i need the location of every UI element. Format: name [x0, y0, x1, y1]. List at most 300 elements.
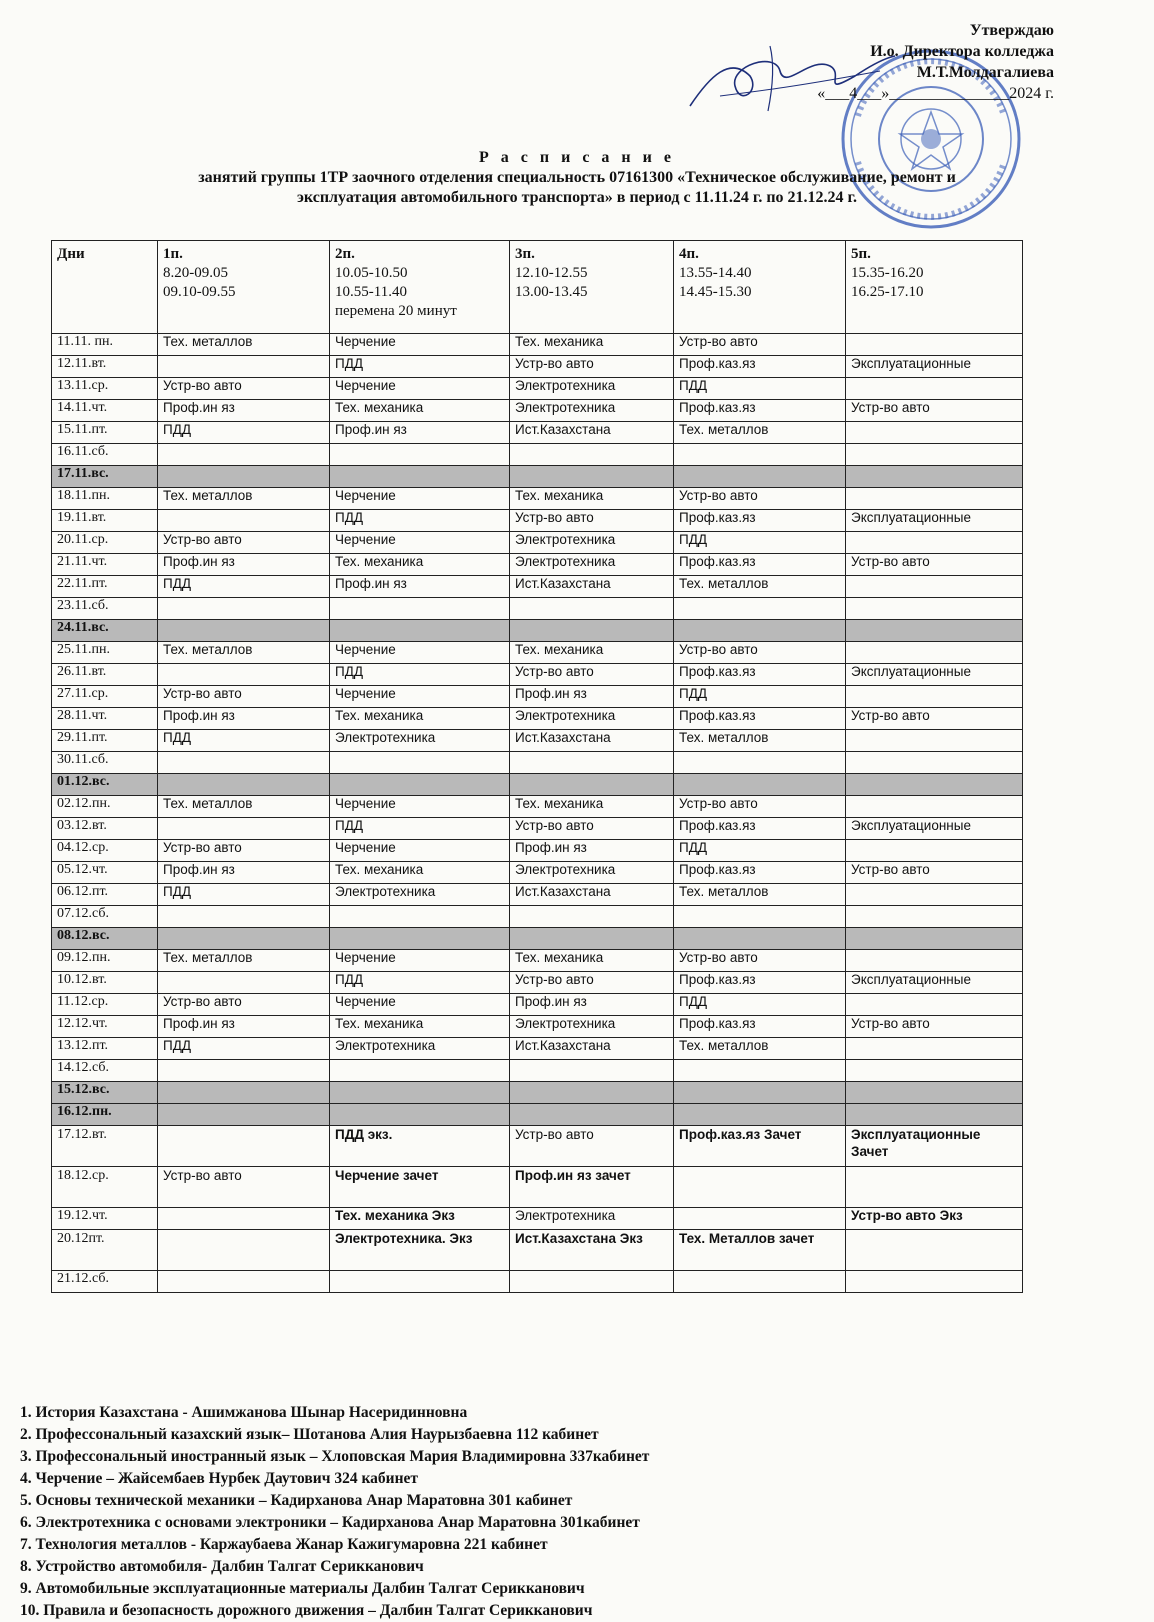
lesson-cell: Устр-во авто [674, 950, 846, 972]
lesson-cell [846, 620, 1023, 642]
table-row [52, 862, 1023, 884]
lesson-cell: Устр-во авто [158, 378, 330, 400]
teacher-item: 5. Основы технической механики – Кадирханова Анар Маратовна 301 кабинет [20, 1492, 573, 1509]
lesson-cell: Ист.Казахстана [510, 884, 674, 906]
lesson-cell [510, 1104, 674, 1126]
lesson-cell: Эксплуатационные [846, 664, 1023, 686]
lesson-cell: Устр-во авто [510, 510, 674, 532]
lesson-cell [846, 378, 1023, 400]
table-row [52, 752, 1023, 774]
day-cell: 14.11.чт. [52, 400, 158, 422]
lesson-cell [674, 752, 846, 774]
lesson-cell [846, 906, 1023, 928]
table-row [52, 686, 1023, 708]
lesson-cell: Устр-во авто [674, 488, 846, 510]
approval-line-3: М.Т.Молдагалиева [916, 64, 1054, 81]
day-cell: 24.11.вс. [52, 620, 158, 642]
lesson-cell [846, 994, 1023, 1016]
table-row [52, 400, 1023, 422]
lesson-cell: Электротехника [330, 1038, 510, 1060]
schedule-body [52, 334, 1023, 1293]
lesson-cell: Устр-во авто [674, 334, 846, 356]
day-cell: 13.11.ср. [52, 378, 158, 400]
lesson-cell [158, 356, 330, 378]
lesson-cell [330, 928, 510, 950]
lesson-cell: Проф.ин яз [158, 708, 330, 730]
lesson-cell: Эксплуатационные [846, 510, 1023, 532]
lesson-cell [330, 752, 510, 774]
day-cell: 15.12.вс. [52, 1082, 158, 1104]
lesson-cell: ПДД [674, 840, 846, 862]
lesson-cell: Ист.Казахстана [510, 422, 674, 444]
day-cell: 05.12.чт. [52, 862, 158, 884]
lesson-cell: Проф.каз.яз [674, 1016, 846, 1038]
lesson-cell: Устр-во авто [158, 1167, 330, 1208]
lesson-cell: ПДД экз. [330, 1126, 510, 1167]
lesson-cell [846, 1230, 1023, 1271]
lesson-cell: Устр-во авто [846, 862, 1023, 884]
day-cell: 04.12.ср. [52, 840, 158, 862]
lesson-cell [158, 906, 330, 928]
lesson-cell: ПДД [158, 884, 330, 906]
lesson-cell: Тех. механика [510, 642, 674, 664]
approval-line-2: И.о. Директора колледжа [870, 43, 1054, 60]
lesson-cell [846, 1167, 1023, 1208]
approval-line-1: Утверждаю [969, 22, 1054, 39]
table-row [52, 532, 1023, 554]
lesson-cell [846, 444, 1023, 466]
lesson-cell [510, 598, 674, 620]
lesson-cell: Тех. металлов [674, 422, 846, 444]
lesson-cell [158, 1082, 330, 1104]
lesson-cell [158, 598, 330, 620]
lesson-cell: Эксплуатационные [846, 818, 1023, 840]
lesson-cell: Тех. механика [510, 796, 674, 818]
approval-block [817, 20, 1054, 104]
lesson-cell: Проф.ин яз [510, 994, 674, 1016]
lesson-cell [510, 906, 674, 928]
lesson-cell: Тех. металлов [674, 576, 846, 598]
header-period-3: 3п. 12.10-12.55 13.00-13.45 [510, 241, 674, 334]
lesson-cell: Черчение [330, 378, 510, 400]
lesson-cell [158, 774, 330, 796]
lesson-cell: Электротехника [330, 884, 510, 906]
lesson-cell: Устр-во авто [510, 818, 674, 840]
lesson-cell: Проф.ин яз [158, 862, 330, 884]
table-row [52, 422, 1023, 444]
lesson-cell [510, 466, 674, 488]
lesson-cell: Проф.ин яз [330, 576, 510, 598]
lesson-cell [846, 686, 1023, 708]
header-days: Дни [52, 241, 158, 334]
lesson-cell [846, 642, 1023, 664]
table-row [52, 1126, 1023, 1167]
day-cell: 20.12пт. [52, 1230, 158, 1271]
lesson-cell: ПДД [330, 818, 510, 840]
lesson-cell [158, 444, 330, 466]
lesson-cell: Тех. металлов [158, 796, 330, 818]
lesson-cell [846, 730, 1023, 752]
table-row [52, 950, 1023, 972]
day-cell: 18.12.ср. [52, 1167, 158, 1208]
day-cell: 01.12.вс. [52, 774, 158, 796]
day-cell: 11.11. пн. [52, 334, 158, 356]
title-line-1: Р а с п и с а н и е [479, 149, 675, 166]
lesson-cell: Тех. механика [510, 334, 674, 356]
lesson-cell: Проф.каз.яз [674, 862, 846, 884]
day-cell: 12.12.чт. [52, 1016, 158, 1038]
table-row [52, 444, 1023, 466]
lesson-cell [158, 752, 330, 774]
teacher-item: 3. Профессональный иностранный язык – Хлоповская Мария Владимировна 337кабинет [20, 1448, 650, 1465]
lesson-cell: Проф.ин яз [158, 1016, 330, 1038]
lesson-cell: Черчение [330, 994, 510, 1016]
day-cell: 08.12.вс. [52, 928, 158, 950]
lesson-cell: Ист.Казахстана [510, 1038, 674, 1060]
lesson-cell: Эксплуатационные [846, 356, 1023, 378]
lesson-cell: ПДД [330, 972, 510, 994]
title-line-3: эксплуатация автомобильного транспорта» в период с 11.11.24 г. по 21.12.24 г. [297, 189, 857, 206]
lesson-cell: Электротехника [510, 708, 674, 730]
lesson-cell [674, 598, 846, 620]
lesson-cell: Тех. механика [510, 488, 674, 510]
lesson-cell [158, 928, 330, 950]
schedule-table [51, 240, 1023, 1293]
lesson-cell: Проф.ин яз [158, 400, 330, 422]
table-row [52, 642, 1023, 664]
teacher-item: 8. Устройство автомобиля- Далбин Талгат Серикканович [20, 1558, 424, 1575]
lesson-cell [510, 1060, 674, 1082]
lesson-cell: Проф.каз.яз [674, 400, 846, 422]
lesson-cell: ПДД [158, 422, 330, 444]
lesson-cell [158, 1104, 330, 1126]
table-row [52, 356, 1023, 378]
lesson-cell: Устр-во авто [510, 356, 674, 378]
lesson-cell: Проф.каз.яз [674, 356, 846, 378]
teachers-list [20, 1402, 649, 1622]
day-cell: 30.11.сб. [52, 752, 158, 774]
day-cell: 07.12.сб. [52, 906, 158, 928]
lesson-cell [330, 1104, 510, 1126]
lesson-cell: Устр-во авто [510, 972, 674, 994]
lesson-cell: Устр-во авто [158, 840, 330, 862]
day-cell: 18.11.пн. [52, 488, 158, 510]
lesson-cell [510, 444, 674, 466]
table-row [52, 1060, 1023, 1082]
lesson-cell [846, 796, 1023, 818]
lesson-cell: Тех. механика [330, 708, 510, 730]
teacher-item: 6. Электротехника с основами электроники – Кадирханова Анар Маратовна 301кабинет [20, 1514, 640, 1531]
lesson-cell [674, 928, 846, 950]
approval-date: «___4___»_______________2024 г. [817, 85, 1054, 102]
lesson-cell [846, 422, 1023, 444]
lesson-cell [158, 664, 330, 686]
table-row [52, 708, 1023, 730]
day-cell: 06.12.пт. [52, 884, 158, 906]
lesson-cell: Электротехника [510, 532, 674, 554]
lesson-cell [510, 774, 674, 796]
lesson-cell [846, 1271, 1023, 1293]
lesson-cell [846, 532, 1023, 554]
day-cell: 23.11.сб. [52, 598, 158, 620]
teacher-item: 10. Правила и безопасность дорожного движения – Далбин Талгат Серикканович [20, 1602, 593, 1619]
day-cell: 21.11.чт. [52, 554, 158, 576]
lesson-cell [330, 1271, 510, 1293]
teacher-item: 2. Профессональный казахский язык– Шотанова Алия Наурызбаевна 112 кабинет [20, 1426, 599, 1443]
lesson-cell [510, 928, 674, 950]
header-period-1: 1п. 8.20-09.05 09.10-09.55 [158, 241, 330, 334]
lesson-cell: Устр-во авто [846, 708, 1023, 730]
header-period-2: 2п. 10.05-10.50 10.55-11.40 перемена 20 минут [330, 241, 510, 334]
lesson-cell: Проф.каз.яз [674, 664, 846, 686]
lesson-cell: Электротехника [510, 400, 674, 422]
lesson-cell: Устр-во авто [158, 532, 330, 554]
lesson-cell: Тех. механика [330, 554, 510, 576]
day-cell: 02.12.пн. [52, 796, 158, 818]
day-cell: 16.11.сб. [52, 444, 158, 466]
lesson-cell: Тех. металлов [674, 1038, 846, 1060]
lesson-cell [846, 950, 1023, 972]
lesson-cell: Устр-во авто [846, 400, 1023, 422]
lesson-cell [846, 1104, 1023, 1126]
lesson-cell: Проф.ин яз зачет [510, 1167, 674, 1208]
lesson-cell [510, 752, 674, 774]
lesson-cell: Тех. механика [330, 862, 510, 884]
table-row [52, 1038, 1023, 1060]
lesson-cell [510, 620, 674, 642]
lesson-cell [846, 840, 1023, 862]
lesson-cell: ПДД [674, 994, 846, 1016]
day-cell: 16.12.пн. [52, 1104, 158, 1126]
lesson-cell: Черчение [330, 796, 510, 818]
teacher-item: 7. Технология металлов - Каржаубаева Жанар Кажигумаровна 221 кабинет [20, 1536, 548, 1553]
title-line-2: занятий группы 1ТР заочного отделения специальность 07161300 «Техническое обслуживание, ремонт и [198, 169, 956, 186]
table-row [52, 774, 1023, 796]
lesson-cell [158, 466, 330, 488]
lesson-cell: Тех. металлов [158, 950, 330, 972]
table-row [52, 1271, 1023, 1293]
lesson-cell [846, 466, 1023, 488]
lesson-cell: Черчение [330, 686, 510, 708]
table-row [52, 664, 1023, 686]
table-row [52, 840, 1023, 862]
lesson-cell [674, 774, 846, 796]
table-row [52, 510, 1023, 532]
teacher-item: 1. История Казахстана - Ашимжанова Шынар Насеридинновна [20, 1404, 468, 1421]
lesson-cell [158, 1126, 330, 1167]
lesson-cell [330, 598, 510, 620]
table-row [52, 554, 1023, 576]
lesson-cell: ПДД [330, 356, 510, 378]
table-row [52, 730, 1023, 752]
lesson-cell: ПДД [674, 686, 846, 708]
table-row [52, 972, 1023, 994]
day-cell: 21.12.сб. [52, 1271, 158, 1293]
lesson-cell: Тех. металлов [158, 642, 330, 664]
lesson-cell: Ист.Казахстана Экз [510, 1230, 674, 1271]
lesson-cell [330, 774, 510, 796]
lesson-cell: Электротехника [330, 730, 510, 752]
day-cell: 19.11.вт. [52, 510, 158, 532]
lesson-cell: Устр-во авто [158, 686, 330, 708]
lesson-cell: Проф.каз.яз [674, 510, 846, 532]
lesson-cell [674, 1060, 846, 1082]
lesson-cell [674, 444, 846, 466]
lesson-cell [158, 1060, 330, 1082]
day-cell: 22.11.пт. [52, 576, 158, 598]
teacher-item: 9. Автомобильные эксплуатационные материалы Далбин Талгат Серикканович [20, 1580, 585, 1597]
day-cell: 19.12.чт. [52, 1208, 158, 1230]
day-cell: 25.11.пн. [52, 642, 158, 664]
lesson-cell [846, 928, 1023, 950]
lesson-cell: Проф.ин яз [510, 686, 674, 708]
lesson-cell: Тех. механика [510, 950, 674, 972]
day-cell: 10.12.вт. [52, 972, 158, 994]
lesson-cell: ПДД [158, 1038, 330, 1060]
lesson-cell: Устр-во авто [674, 642, 846, 664]
lesson-cell [674, 466, 846, 488]
lesson-cell: Черчение [330, 950, 510, 972]
lesson-cell: Проф.каз.яз [674, 972, 846, 994]
day-cell: 26.11.вт. [52, 664, 158, 686]
lesson-cell: Проф.каз.яз [674, 818, 846, 840]
lesson-cell [158, 1230, 330, 1271]
document-title [0, 148, 1154, 208]
table-row [52, 334, 1023, 356]
lesson-cell [158, 620, 330, 642]
lesson-cell [330, 1082, 510, 1104]
lesson-cell [674, 620, 846, 642]
day-cell: 11.12.ср. [52, 994, 158, 1016]
lesson-cell [846, 334, 1023, 356]
lesson-cell: Проф.каз.яз [674, 554, 846, 576]
day-cell: 20.11.ср. [52, 532, 158, 554]
day-cell: 09.12.пн. [52, 950, 158, 972]
lesson-cell: Электротехника [510, 378, 674, 400]
day-cell: 17.11.вс. [52, 466, 158, 488]
lesson-cell: Электротехника [510, 1208, 674, 1230]
lesson-cell: Устр-во авто [510, 1126, 674, 1167]
lesson-cell [674, 1104, 846, 1126]
lesson-cell [330, 620, 510, 642]
lesson-cell: Электротехника [510, 1016, 674, 1038]
lesson-cell: Черчение [330, 334, 510, 356]
lesson-cell [846, 598, 1023, 620]
lesson-cell [674, 1167, 846, 1208]
table-row [52, 466, 1023, 488]
table-row [52, 1167, 1023, 1208]
table-row [52, 796, 1023, 818]
lesson-cell: Проф.каз.яз Зачет [674, 1126, 846, 1167]
lesson-cell: ПДД [158, 730, 330, 752]
lesson-cell: Черчение [330, 488, 510, 510]
lesson-cell: Ист.Казахстана [510, 730, 674, 752]
lesson-cell [330, 466, 510, 488]
lesson-cell: Проф.ин яз [510, 840, 674, 862]
lesson-cell: Эксплуатационные Зачет [846, 1126, 1023, 1167]
lesson-cell: Проф.ин яз [330, 422, 510, 444]
lesson-cell [846, 884, 1023, 906]
lesson-cell: Тех. механика [330, 400, 510, 422]
day-cell: 28.11.чт. [52, 708, 158, 730]
lesson-cell: Тех. механика Экз [330, 1208, 510, 1230]
lesson-cell [674, 1271, 846, 1293]
lesson-cell [674, 1208, 846, 1230]
day-cell: 17.12.вт. [52, 1126, 158, 1167]
lesson-cell: Устр-во авто [846, 1016, 1023, 1038]
day-cell: 03.12.вт. [52, 818, 158, 840]
lesson-cell [846, 774, 1023, 796]
day-cell: 14.12.сб. [52, 1060, 158, 1082]
lesson-cell: Черчение [330, 532, 510, 554]
table-row [52, 906, 1023, 928]
lesson-cell [510, 1082, 674, 1104]
lesson-cell [158, 818, 330, 840]
lesson-cell: Черчение [330, 840, 510, 862]
lesson-cell: ПДД [674, 532, 846, 554]
lesson-cell: Тех. металлов [158, 488, 330, 510]
lesson-cell: Эксплуатационные [846, 972, 1023, 994]
table-row [52, 378, 1023, 400]
day-cell: 29.11.пт. [52, 730, 158, 752]
table-header-row [52, 241, 1023, 334]
lesson-cell [846, 752, 1023, 774]
lesson-cell [330, 1060, 510, 1082]
lesson-cell [674, 906, 846, 928]
lesson-cell [510, 1271, 674, 1293]
lesson-cell: Проф.ин яз [158, 554, 330, 576]
lesson-cell: Тех. Металлов зачет [674, 1230, 846, 1271]
table-row [52, 1208, 1023, 1230]
table-row [52, 1016, 1023, 1038]
lesson-cell: Электротехника [510, 862, 674, 884]
lesson-cell: Черчение зачет [330, 1167, 510, 1208]
lesson-cell [846, 1060, 1023, 1082]
lesson-cell: Тех. механика [330, 1016, 510, 1038]
teacher-item: 4. Черчение – Жайсембаев Нурбек Даутович 324 кабинет [20, 1470, 419, 1487]
lesson-cell: Электротехника [510, 554, 674, 576]
lesson-cell: Проф.каз.яз [674, 708, 846, 730]
day-cell: 15.11.пт. [52, 422, 158, 444]
lesson-cell [158, 1271, 330, 1293]
lesson-cell [330, 444, 510, 466]
lesson-cell [846, 488, 1023, 510]
lesson-cell: Черчение [330, 642, 510, 664]
lesson-cell [846, 1038, 1023, 1060]
lesson-cell [330, 906, 510, 928]
table-row [52, 928, 1023, 950]
lesson-cell: Тех. металлов [158, 334, 330, 356]
lesson-cell: Устр-во авто [846, 554, 1023, 576]
lesson-cell [158, 972, 330, 994]
lesson-cell: ПДД [330, 664, 510, 686]
table-row [52, 576, 1023, 598]
header-period-4: 4п. 13.55-14.40 14.45-15.30 [674, 241, 846, 334]
table-row [52, 1104, 1023, 1126]
lesson-cell: Ист.Казахстана [510, 576, 674, 598]
lesson-cell: Тех. металлов [674, 730, 846, 752]
lesson-cell [674, 1082, 846, 1104]
lesson-cell [846, 1082, 1023, 1104]
table-row [52, 818, 1023, 840]
lesson-cell [158, 1208, 330, 1230]
lesson-cell: ПДД [158, 576, 330, 598]
table-row [52, 620, 1023, 642]
lesson-cell: Тех. металлов [674, 884, 846, 906]
table-row [52, 884, 1023, 906]
day-cell: 12.11.вт. [52, 356, 158, 378]
table-row [52, 1082, 1023, 1104]
